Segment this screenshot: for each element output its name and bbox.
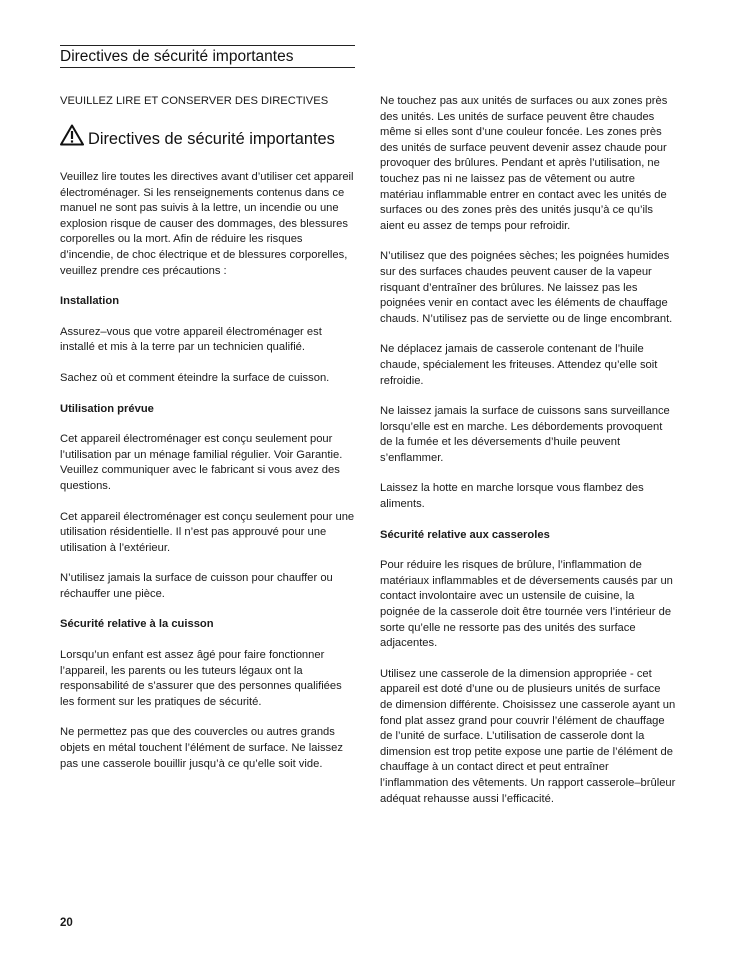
usage-paragraph-2: Cet appareil électroménager est conçu seulement pour une utilisation résidentielle. Il n’est pas approuvé pour une utilisation à l’extérieur. (60, 510, 355, 554)
usage-heading: Utilisation prévue (60, 402, 154, 415)
cooking-safety-heading: Sécurité relative à la cuisson (60, 618, 214, 631)
right-paragraph-5: Laissez la hotte en marche lorsque vous flambez des aliments. (380, 482, 644, 511)
cooking-paragraph-1: Lorsqu’un enfant est assez âgé pour faire fonctionner l’appareil, les parents ou les tuteurs légaux ont la responsabilité de s’assurer que des personnes qualifiées les forment sur les pratiques de sécurité. (60, 649, 342, 708)
installation-paragraph-1: Assurez–vous que votre appareil électroménager est installé et mis à la terre par un technicien qualifié. (60, 325, 322, 354)
installation-paragraph-2: Sachez où et comment éteindre la surface de cuisson. (60, 371, 330, 384)
read-instructions-caps: VEUILLEZ LIRE ET CONSERVER DES DIRECTIVES (60, 95, 329, 107)
warning-triangle-icon (60, 124, 84, 146)
left-column (60, 94, 356, 787)
intro-paragraph: Veuillez lire toutes les directives avant d’utiliser cet appareil électroménager. Si les renseignements contenus dans ce manuel ne sont pas suivis à la lettre, un incendie ou une explosion risque de causer des dommages, des blessures corporelles ou la mort. Afin de réduire les risques d’incendie, de choc électrique et de blessures corporelles, veuillez prendre ces précautions : (60, 171, 354, 277)
right-paragraph-4: Ne laissez jamais la surface de cuissons sans surveillance lorsqu’elle est en marche. Les débordements provoquent de la fumée et les déversements d’huile peuvent s’enflammer. (380, 405, 670, 464)
usage-paragraph-3: N’utilisez jamais la surface de cuisson pour chauffer ou réchauffer une pièce. (60, 572, 333, 600)
cooking-paragraph-2: Ne permettez pas que des couvercles ou autres grands objets en métal touchent l’élément de surface. Ne laissez pas une casserole bouillir jusqu’à ce qu’elle soit vide. (60, 726, 343, 770)
right-paragraph-2: N’utilisez que des poignées sèches; les poignées humides sur des surfaces chaudes peuvent causer de la vapeur risquant d’entraîner des brûlures. Ne laissez pas les poignées venir en contact avec les éléments de chauffage chauds. N’utilisez pas de serviette ou de linge encombrant. (380, 250, 673, 325)
page-header (60, 45, 355, 68)
right-column (380, 94, 676, 822)
pans-paragraph-1: Pour réduire les risques de brûlure, l’inflammation de matériaux inflammables et de déversements causés par un contact involontaire avec un ustensile de cuisine, la poignée de la casserole doit être tournée vers l’intérieur de sorte qu’elle ne ressorte pas des unités des surface adjacentes. (380, 559, 673, 650)
pans-safety-heading: Sécurité relative aux casseroles (380, 528, 550, 541)
pans-paragraph-2: Utilisez une casserole de la dimension appropriée - cet appareil est doté d’une ou de plusieurs unités de surface de dimension différente. Choisissez une casserole ayant un fond plat assez grand pour couvrir l’élément de chauffage de l’unité de surface. L’utilisation de casserole dont la dimension est trop petite expose une partie de l’élément de chauffage à un contact direct et peut entraîner l’inflammation des vêtements. Un rapport casserole–brûleur adéquat rehausse aussi l’efficacité. (380, 667, 676, 805)
warning-heading (60, 124, 356, 150)
page-number: 20 (60, 917, 73, 929)
right-paragraph-3: Ne déplacez jamais de casserole contenant de l’huile chaude, spécialement les friteuses. Attendez qu’elle soit refroidie. (380, 343, 658, 387)
warning-heading-text: Directives de sécurité importantes (88, 130, 335, 148)
page-title: Directives de sécurité importantes (60, 48, 294, 65)
installation-heading: Installation (60, 295, 120, 308)
right-paragraph-1: Ne touchez pas aux unités de surfaces ou aux zones près des unités. Les unités de surface peuvent être chaudes même si elles sont d’une couleur foncée. Les zones près des unités de surface peuvent devenir assez chaude pour provoquer des brûlures. Pendant et après l’utilisation, ne touchez pas ni ne laissez pas de vêtement ou autre matériau inflammable entrer en contact avec les unités de surfaces ou des zones près des unités jusqu’à ce qu’ils aient eu assez de temps pour refroidir. (380, 95, 668, 232)
usage-paragraph-1: Cet appareil électroménager est conçu seulement pour l’utilisation par un ménage familial régulier. Voir Garantie. Veuillez communiquer avec le fabricant si vous avez des questions. (60, 433, 343, 492)
